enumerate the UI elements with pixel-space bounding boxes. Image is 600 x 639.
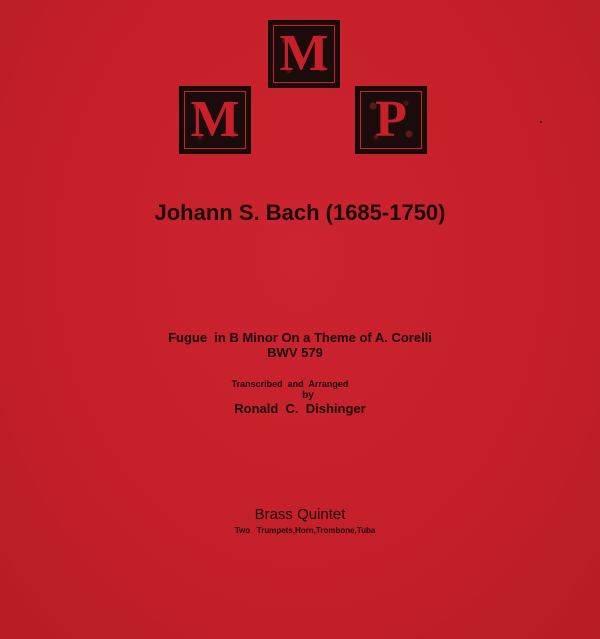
arranger-name: Ronald C. Dishinger: [234, 401, 366, 416]
logo-letter-p: P: [375, 91, 407, 148]
logo-frame: [273, 25, 335, 83]
publisher-logo-m-top: [268, 20, 340, 88]
logo-frame: [360, 91, 422, 149]
catalog-number: BWV 579: [267, 345, 323, 360]
credit-by: by: [302, 390, 314, 401]
logo-letter-m: M: [190, 91, 240, 148]
instrumentation: Two Trumpets,Horn,Trombone,Tuba: [234, 526, 376, 535]
logo-letter-m: M: [279, 25, 329, 82]
logo-frame: [184, 91, 246, 149]
credit-line: Transcribed and Arranged: [231, 379, 349, 389]
composer-heading: Johann S. Bach (1685-1750): [154, 200, 446, 225]
publisher-logo-p-right: [355, 86, 427, 154]
ensemble-title: Brass Quintet: [254, 506, 346, 523]
publisher-logo-m-left: [179, 86, 251, 154]
paper-speck: [540, 121, 542, 123]
work-title: Fugue in B Minor On a Theme of A. Corelli: [168, 330, 432, 345]
